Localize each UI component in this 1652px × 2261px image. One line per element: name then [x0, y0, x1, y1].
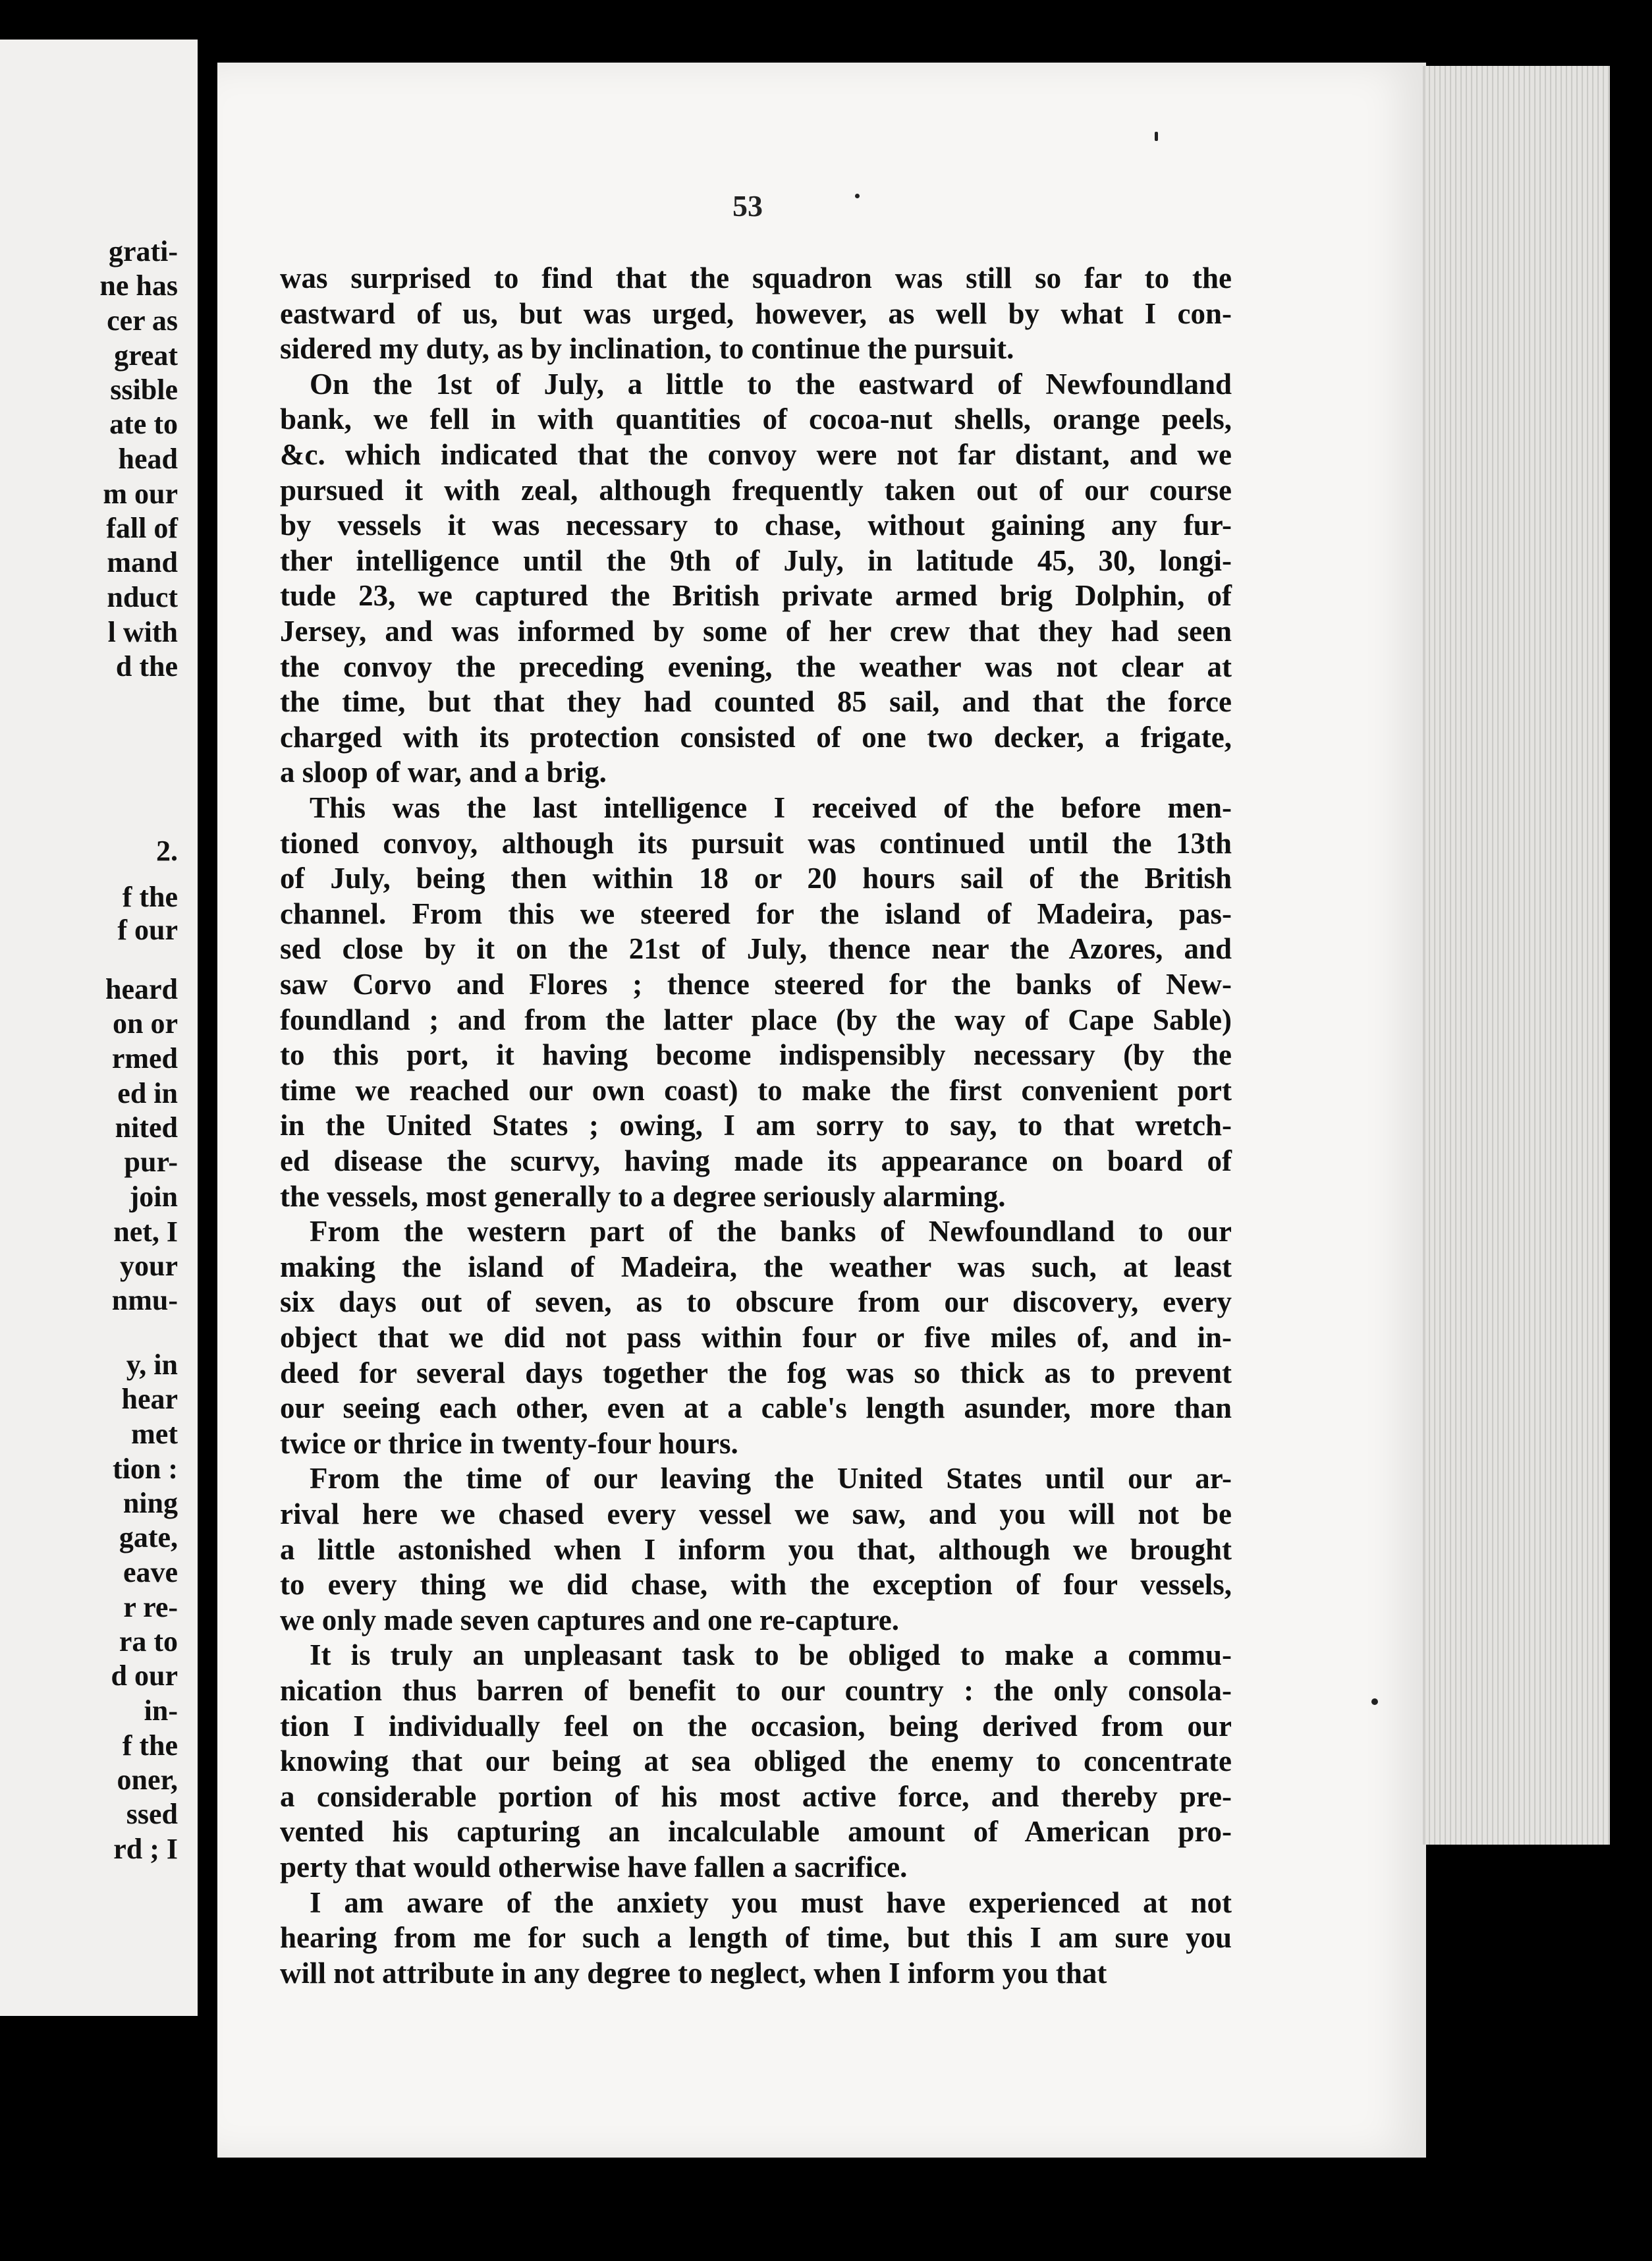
- text-line: to this port, it having become indispensibly necessary (by the: [280, 1038, 1232, 1071]
- text-line: tioned convoy, although its pursuit was continued until the 13th: [280, 827, 1232, 860]
- left-page-fragment: mand: [107, 546, 178, 578]
- left-page-fragment: join: [129, 1181, 178, 1213]
- ink-speck: [1155, 132, 1158, 141]
- left-page-fragment: oner,: [117, 1764, 178, 1796]
- left-page-fragment: ne has: [99, 269, 178, 302]
- left-page-fragment: rd ; I: [113, 1833, 178, 1865]
- text-line: sed close by it on the 21st of July, thence near the Azores, and: [280, 932, 1232, 965]
- text-line: Jersey, and was informed by some of her crew that they had seen: [280, 615, 1232, 648]
- text-line: time we reached our own coast) to make the first convenient port: [280, 1074, 1232, 1107]
- left-page-fragment: head: [118, 443, 178, 475]
- book-gutter: [198, 0, 217, 2261]
- text-line: saw Corvo and Flores ; thence steered for the banks of New-: [280, 968, 1232, 1001]
- text-line: our seeing each other, even at a cable's length asunder, more than: [280, 1391, 1232, 1424]
- left-page-fragment: grati-: [108, 235, 178, 267]
- left-page-fragment: ssible: [110, 374, 178, 406]
- left-page-fragment: ra to: [119, 1625, 178, 1658]
- left-page-fragment: nmu-: [111, 1284, 178, 1316]
- text-line: nication thus barren of benefit to our country : the only consola-: [280, 1674, 1232, 1707]
- text-line: six days out of seven, as to obscure from our discovery, every: [280, 1285, 1232, 1318]
- text-line: bank, we fell in with quantities of cocoa-nut shells, orange peels,: [280, 403, 1232, 435]
- text-line: I am aware of the anxiety you must have experienced at not: [310, 1886, 1232, 1919]
- ink-speck: [855, 194, 860, 198]
- left-page-fragment: your: [120, 1250, 178, 1282]
- text-line: charged with its protection consisted of one two decker, a frigate,: [280, 721, 1232, 754]
- text-line: pursued it with zeal, although frequently taken out of our course: [280, 474, 1232, 507]
- left-page-fragment: m our: [103, 478, 178, 510]
- left-page-fragment: ssed: [126, 1798, 178, 1830]
- text-line: hearing from me for such a length of time, but this I am sure you: [280, 1921, 1232, 1954]
- left-page-fragment: tion :: [113, 1453, 178, 1485]
- left-page-fragment: f the: [122, 881, 178, 913]
- left-page-fragment: met: [131, 1418, 178, 1450]
- ink-speck: [1371, 1698, 1378, 1705]
- left-page-fragment: gate,: [119, 1521, 178, 1553]
- text-line: &c. which indicated that the convoy were not far distant, and we: [280, 438, 1232, 471]
- left-page-fragment: cer as: [107, 304, 178, 337]
- text-line: the time, but that they had counted 85 sail, and that the force: [280, 685, 1232, 718]
- text-line: in the United States ; owing, I am sorry to say, to that wretch-: [280, 1109, 1232, 1142]
- left-page-fragment: net, I: [113, 1215, 178, 1248]
- left-page-fragment: nited: [115, 1111, 178, 1144]
- text-line: was surprised to find that the squadron was still so far to the: [280, 262, 1232, 294]
- left-page-fragment: f our: [117, 914, 178, 946]
- text-line: a considerable portion of his most active force, and thereby pre-: [280, 1780, 1232, 1813]
- left-page-fragment: heard: [105, 973, 178, 1005]
- left-page-fragment: fall of: [106, 512, 178, 544]
- text-line: making the island of Madeira, the weather was such, at least: [280, 1250, 1232, 1283]
- text-line: perty that would otherwise have fallen a sacrifice.: [280, 1851, 908, 1884]
- text-line: deed for several days together the fog was so thick as to prevent: [280, 1356, 1232, 1389]
- left-page-fragment: nduct: [107, 581, 178, 613]
- left-page: [0, 40, 198, 2016]
- page-number: 53: [732, 189, 763, 223]
- text-line: foundland ; and from the latter place (by the way of Cape Sable): [280, 1003, 1232, 1036]
- text-line: knowing that our being at sea obliged the enemy to concentrate: [280, 1745, 1232, 1777]
- left-page-fragment: d the: [115, 650, 178, 683]
- text-line: tion I individually feel on the occasion, being derived from our: [280, 1710, 1232, 1743]
- left-page-fragment: 2.: [156, 835, 178, 867]
- left-page-fragment: in-: [144, 1694, 178, 1727]
- text-line: twice or thrice in twenty-four hours.: [280, 1427, 738, 1460]
- left-page-fragment: ed in: [117, 1077, 178, 1109]
- text-line: we only made seven captures and one re-capture.: [280, 1604, 899, 1636]
- left-page-fragment: y, in: [126, 1349, 178, 1381]
- left-page-fragment: great: [114, 339, 178, 372]
- text-line: rival here we chased every vessel we saw, and you will not be: [280, 1497, 1232, 1530]
- text-line: object that we did not pass within four or five miles of, and in-: [280, 1321, 1232, 1354]
- left-page-fragment: rmed: [111, 1042, 178, 1075]
- left-page-fragment: on or: [113, 1007, 178, 1040]
- left-page-fragment: hear: [121, 1383, 178, 1415]
- text-line: a sloop of war, and a brig.: [280, 756, 607, 789]
- text-line: On the 1st of July, a little to the eastward of Newfoundland: [310, 368, 1232, 401]
- left-page-fragment: l with: [107, 616, 178, 648]
- text-line: It is truly an unpleasant task to be obliged to make a commu-: [310, 1638, 1232, 1671]
- text-line: the vessels, most generally to a degree seriously alarming.: [280, 1180, 1006, 1213]
- text-line: From the western part of the banks of Newfoundland to our: [310, 1215, 1232, 1248]
- left-page-fragment: pur-: [124, 1146, 178, 1178]
- left-page-fragment: ate to: [109, 408, 178, 440]
- text-line: eastward of us, but was urged, however, as well by what I con-: [280, 297, 1232, 330]
- text-line: From the time of our leaving the United States until our ar-: [310, 1462, 1232, 1495]
- text-line: tude 23, we captured the British private armed brig Dolphin, of: [280, 579, 1232, 612]
- text-line: by vessels it was necessary to chase, without gaining any fur-: [280, 509, 1232, 542]
- text-line: of July, being then within 18 or 20 hours sail of the British: [280, 862, 1232, 895]
- page-edges: [1423, 66, 1610, 1845]
- text-line: This was the last intelligence I received of the before men-: [310, 791, 1232, 824]
- left-page-fragment: ning: [123, 1487, 178, 1519]
- left-page-fragment: d our: [111, 1660, 178, 1692]
- text-line: sidered my duty, as by inclination, to continue the pursuit.: [280, 332, 1014, 365]
- text-line: ther intelligence until the 9th of July, in latitude 45, 30, longi-: [280, 544, 1232, 577]
- text-line: vented his capturing an incalculable amount of American pro-: [280, 1815, 1232, 1848]
- text-line: channel. From this we steered for the island of Madeira, pas-: [280, 897, 1232, 930]
- text-line: will not attribute in any degree to neglect, when I inform you that: [280, 1957, 1107, 1990]
- text-line: the convoy the preceding evening, the weather was not clear at: [280, 650, 1232, 683]
- text-line: to every thing we did chase, with the exception of four vessels,: [280, 1568, 1232, 1601]
- left-page-fragment: r re-: [123, 1591, 178, 1623]
- text-line: ed disease the scurvy, having made its appearance on board of: [280, 1144, 1232, 1177]
- text-line: a little astonished when I inform you that, although we brought: [280, 1533, 1232, 1566]
- left-page-fragment: f the: [122, 1729, 178, 1762]
- left-page-fragment: eave: [123, 1556, 178, 1588]
